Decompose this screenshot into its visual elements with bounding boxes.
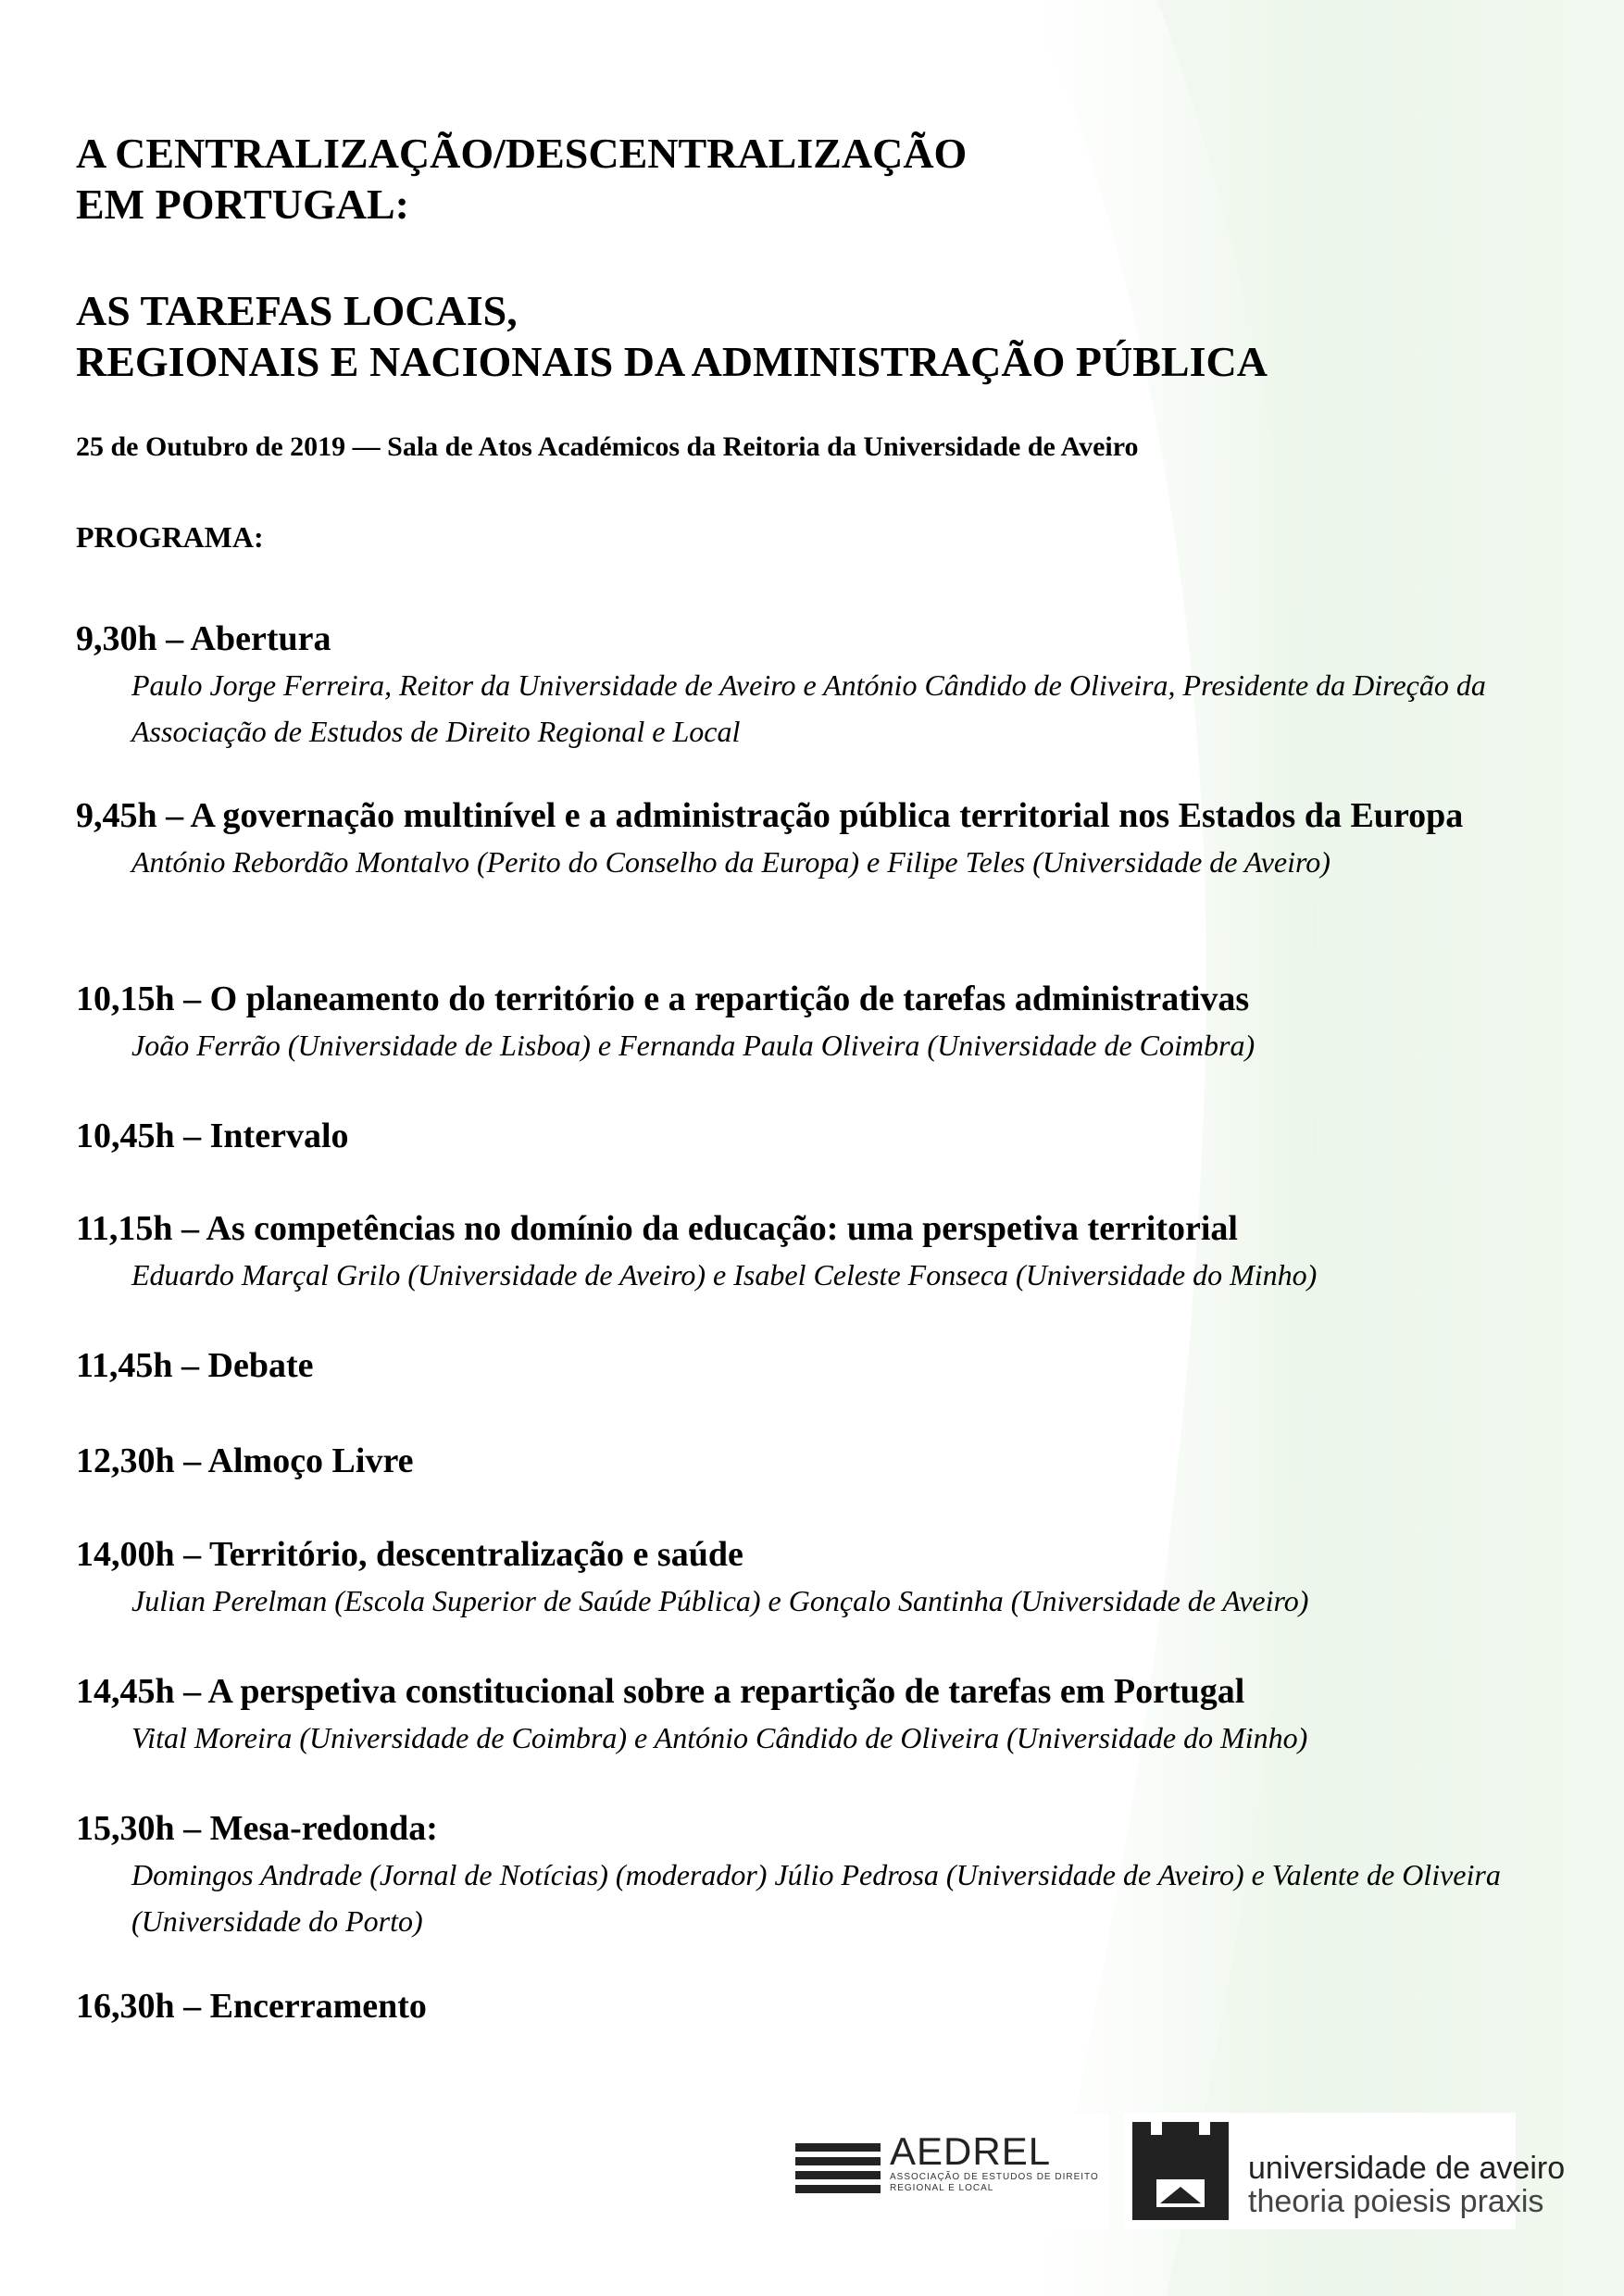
program-item-speakers: Eduardo Marçal Grilo (Universidade de Aveiro) e Isabel Celeste Fonseca (Universidade do Minho) <box>131 1258 1318 1292</box>
event-dateline: 25 de Outubro de 2019 — Sala de Atos Académicos da Reitoria da Universidade de Aveiro <box>76 431 1139 462</box>
program-item <box>76 1342 1557 1389</box>
subtitle-line-1: AS TAREFAS LOCAIS, <box>76 287 518 334</box>
document-subtitle <box>76 285 1557 387</box>
universidade-aveiro-logo <box>1123 2113 1566 2229</box>
program-item-speakers: Julian Perelman (Escola Superior de Saúde Pública) e Gonçalo Santinha (Universidade de Aveiro) <box>131 1584 1309 1617</box>
program-item <box>76 1531 1557 1624</box>
program-item-heading: 11,15h – As competências no domínio da educação: uma perspetiva territorial <box>76 1209 1238 1248</box>
program-item-speakers: António Rebordão Montalvo (Perito do Conselho da Europa) e Filipe Teles (Universidade de Aveiro) <box>131 845 1330 879</box>
aedrel-bars-icon <box>795 2143 881 2199</box>
program-item <box>76 976 1557 1068</box>
program-item-heading: 10,15h – O planeamento do território e a repartição de tarefas administrativas <box>76 980 1250 1018</box>
program-item <box>76 616 1557 755</box>
aedrel-logo-tagline: ASSOCIAÇÃO DE ESTUDOS DE DIREITO REGIONAL E LOCAL <box>890 2172 1099 2193</box>
program-item-heading: 14,45h – A perspetiva constitucional sobre a repartição de tarefas em Portugal <box>76 1672 1245 1711</box>
program-item <box>76 1983 1557 2029</box>
program-item-heading: 15,30h – Mesa-redonda: <box>76 1809 438 1848</box>
title-line-1: A CENTRALIZAÇÃO/DESCENTRALIZAÇÃO <box>76 130 968 177</box>
program-item <box>76 792 1557 885</box>
program-item <box>76 1668 1557 1761</box>
title-line-2: EM PORTUGAL: <box>76 181 409 228</box>
program-item <box>76 1805 1557 1944</box>
subtitle-line-2: REGIONAIS E NACIONAIS DA ADMINISTRAÇÃO PÚBLICA <box>76 338 1268 385</box>
program-item <box>76 1205 1557 1298</box>
program-item-heading: 16,30h – Encerramento <box>76 1987 427 2026</box>
program-item-speakers: João Ferrão (Universidade de Lisboa) e Fernanda Paula Oliveira (Universidade de Coimbra) <box>131 1029 1255 1062</box>
program-item-heading: 9,30h – Abertura <box>76 619 331 658</box>
aedrel-logo-name: AEDREL <box>890 2129 1052 2173</box>
program-item-heading: 10,45h – Intervalo <box>76 1117 349 1155</box>
program-item-heading: 9,45h – A governação multinível e a administração pública territorial nos Estados da Europa <box>76 796 1464 835</box>
program-item-speakers: Vital Moreira (Universidade de Coimbra) e António Cândido de Oliveira (Universidade do Minho) <box>131 1721 1308 1754</box>
aedrel-logo <box>782 2113 1108 2229</box>
program-item-heading: 11,45h – Debate <box>76 1346 314 1385</box>
document-title <box>76 128 1557 230</box>
programa-heading: PROGRAMA: <box>76 520 264 554</box>
program-item-heading: 12,30h – Almoço Livre <box>76 1441 414 1480</box>
university-tower-icon <box>1132 2122 1229 2220</box>
ua-logo-motto: theoria poiesis praxis <box>1248 2184 1544 2219</box>
program-item-speakers: Paulo Jorge Ferreira, Reitor da Universidade de Aveiro e António Cândido de Oliveira, Presidente da Direção da Associação de Estudos de Direito Regional e Local <box>131 668 1486 748</box>
program-item <box>76 1438 1557 1484</box>
ua-logo-name: universidade de aveiro <box>1248 2151 1566 2186</box>
program-item-heading: 14,00h – Território, descentralização e saúde <box>76 1535 743 1574</box>
program-item-speakers: Domingos Andrade (Jornal de Notícias) (moderador) Júlio Pedrosa (Universidade de Aveiro) e Valente de Oliveira (Universidade do Porto) <box>131 1858 1501 1938</box>
program-item <box>76 1113 1557 1159</box>
